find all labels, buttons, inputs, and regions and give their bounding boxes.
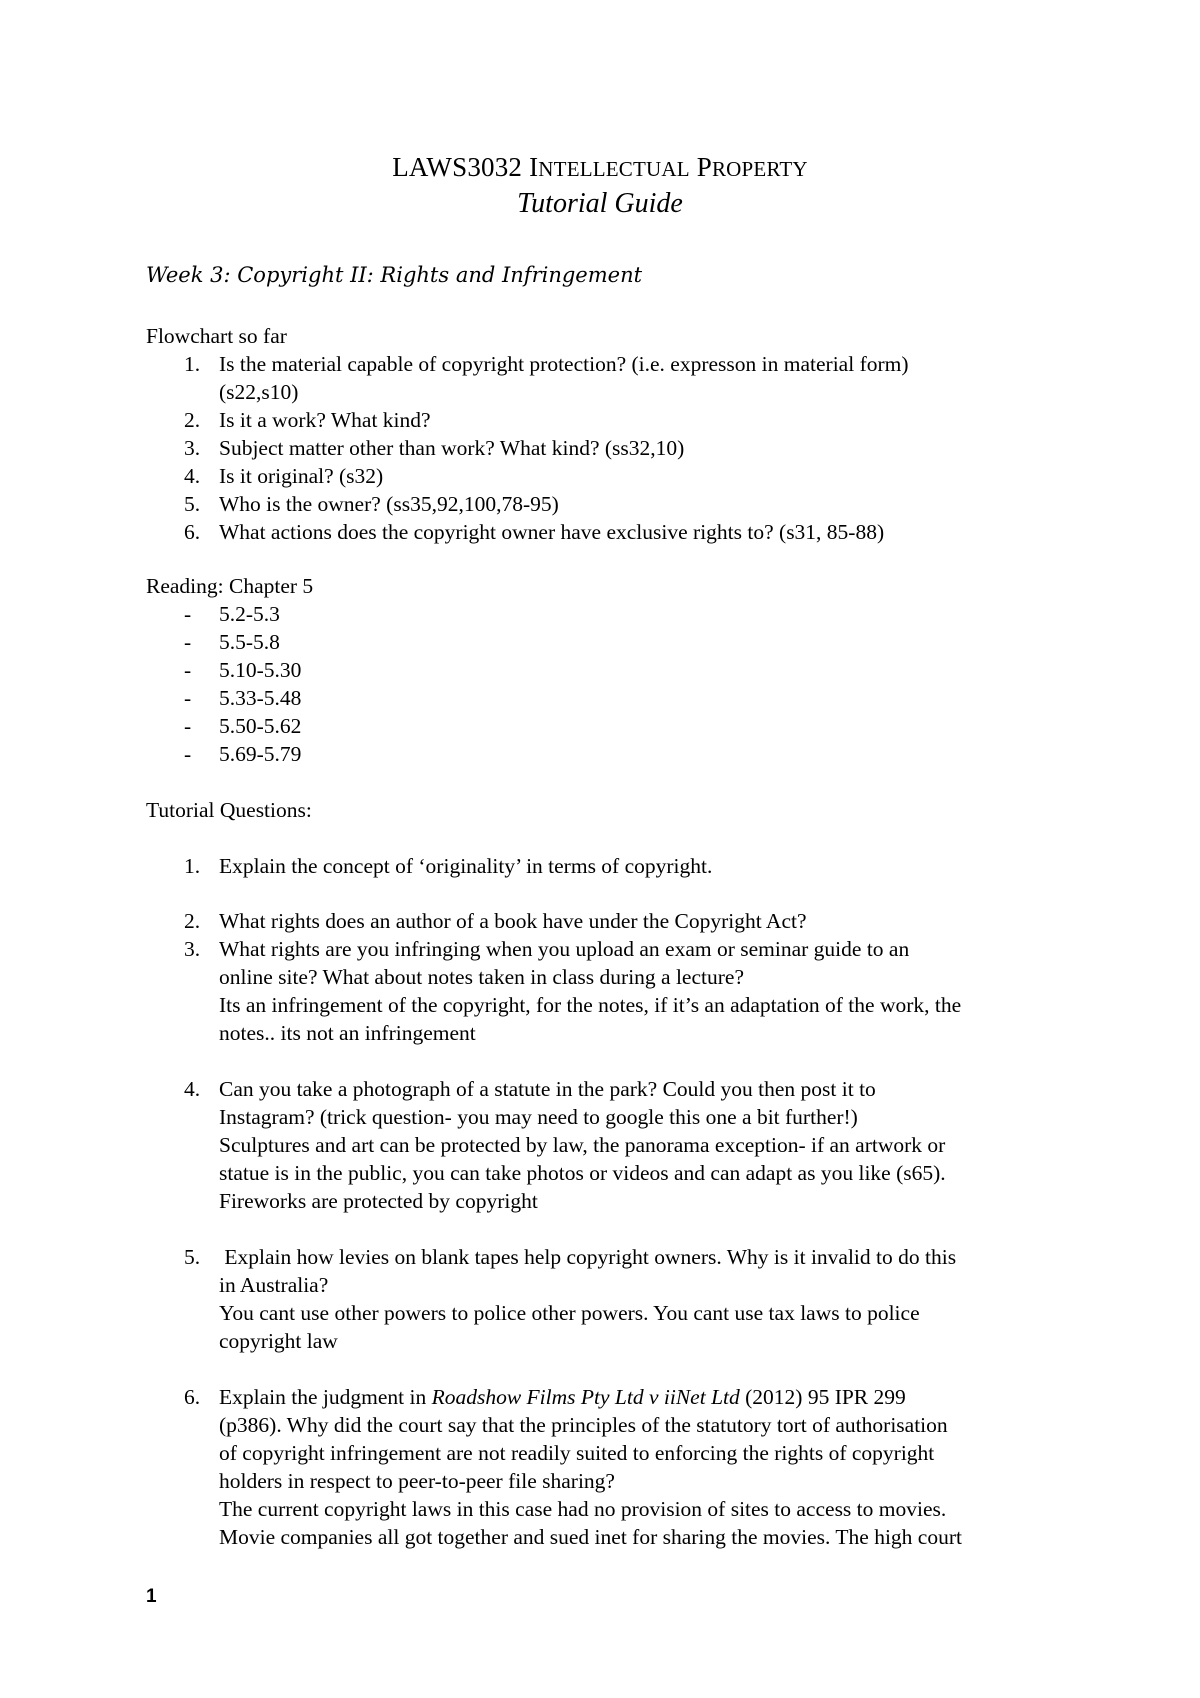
- answer-text: You cant use other powers to police other powers. You cant use tax laws to police: [219, 1301, 920, 1325]
- case-name: Roadshow Films Pty Ltd v iiNet Ltd: [431, 1385, 740, 1409]
- answer-text: notes.. its not an infringement: [219, 1021, 476, 1045]
- document-subtitle: Tutorial Guide: [517, 188, 683, 219]
- answer-text: Movie companies all got together and sued inet for sharing the movies. The high court: [219, 1525, 962, 1549]
- week-heading: Week 3: Copyright II: Rights and Infringement: [146, 263, 643, 287]
- course-code: LAWS3032: [392, 152, 523, 182]
- answer-text: Sculptures and art can be protected by law, the panorama exception- if an artwork or: [219, 1133, 946, 1157]
- answer-text: The current copyright laws in this case had no provision of sites to access to movies.: [219, 1497, 947, 1521]
- answer-text: Fireworks are protected by copyright: [219, 1189, 538, 1213]
- tutorial-heading: Tutorial Questions:: [146, 798, 312, 822]
- page-number: 1: [146, 1586, 157, 1607]
- answer-text: copyright law: [219, 1329, 338, 1353]
- course-title: LAWS3032 INTELLECTUAL PROPERTY: [392, 152, 808, 182]
- answer-text: Its an infringement of the copyright, for the notes, if it’s an adaptation of the work, the: [219, 993, 962, 1017]
- flowchart-heading: Flowchart so far: [146, 324, 287, 348]
- reading-heading: Reading: Chapter 5: [146, 574, 314, 598]
- answer-text: statue is in the public, you can take photos or videos and can adapt as you like (s65).: [219, 1161, 946, 1185]
- document-page: LAWS3032 INTELLECTUAL PROPERTY Tutorial Guide Week 3: Copyright II: Rights and Infringement Flowchart so far 1. Is the material capable of copyright protection? (i.e. expresson in material form) (s22,s10) 2. Is it a work? What kind? 3. Subject matter other than work? What kind? (ss32,10) 4. Is it original? (s32) 5. Who is the owner? (ss35,92,100,78-95) 6. What actions does the copyright owner have exclusive rights to? (s31, 85-88) Reading: Chapter 5 - 5.2-5.3 - 5.5-5.8 - 5.10-5.30 - 5.33-5.48 - 5.50-5.62 - 5.69-5.79 Tutorial Questions: 1. Explain the concept of ‘originality’ in terms of copyright. 2. What rights does an author of a book have under the Copyright Act? 3. What rights are you infringing when you upload an exam or seminar guide to an online site? What about notes taken in class during a lecture? Its an infringement of the copyright, for the notes, if it’s an adaptation of the work, the notes.. its not an infringement 4. Can you take a photograph of a statute in the park? Could you then post it to Instagram? (trick question- you may need to google this one a bit further!) Sculptures and art can be protected by law, the panorama exception- if an artwork or statue is in the public, you can take photos or videos and can adapt as you like (s65). Fireworks are protected by copyright 5. Explain how levies on blank tapes help copyright owners. Why is it invalid to do this in Australia? You cant use other powers to police other powers. You cant use tax laws to police copyright law 6. Explain the judgment in Roadshow Films Pty Ltd v iiNet Ltd (2012) 95 IPR 299 (p386). Why did the court say that the principles of the statutory tort of authorisation of copyright infringement are not readily suited to enforcing the rights of copyright holders in respect to peer-to-peer file sharing? The current copyright laws in this case had no provision of sites to access to movies. Movie companies all got together and sued inet for sharing the movies. The high court 1: [0, 0, 1200, 1698]
